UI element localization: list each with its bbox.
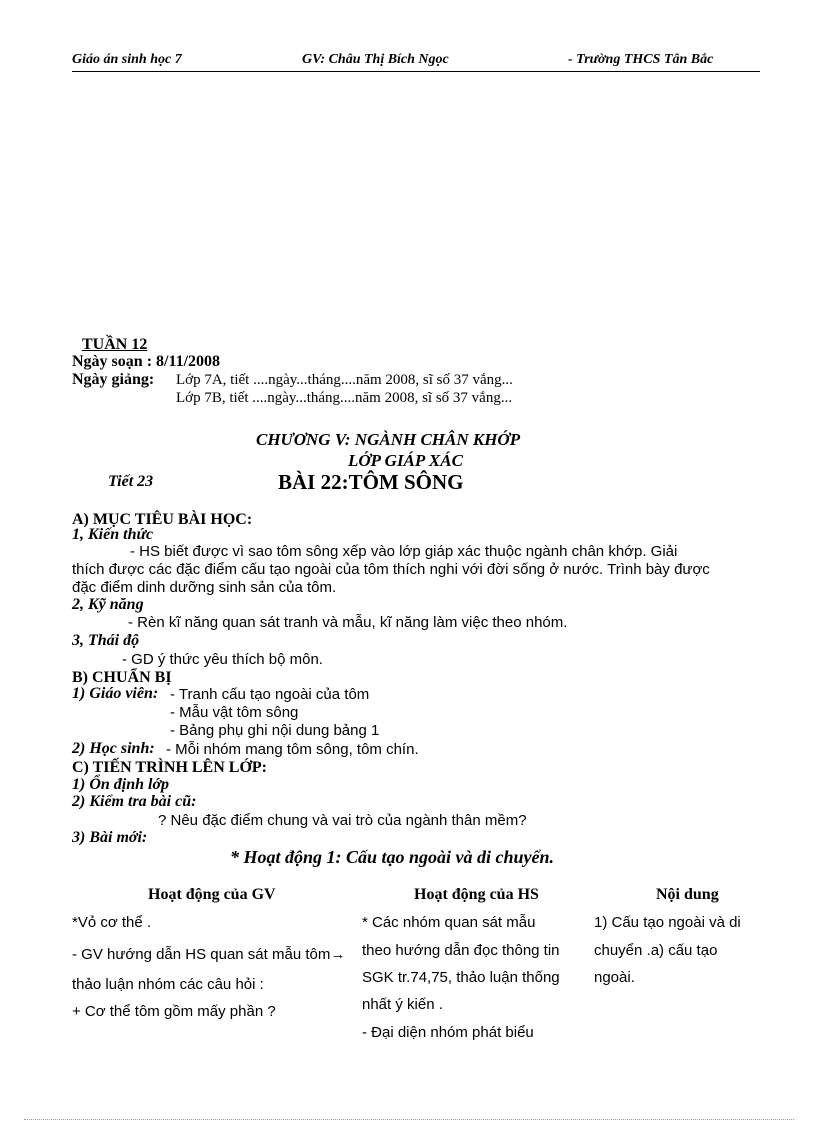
lesson-number: Tiết 23 xyxy=(108,473,154,490)
step-1: 1) Ổn định lớp xyxy=(72,776,170,793)
prep-date-label: Ngày soạn xyxy=(72,353,143,370)
page-bottom-border xyxy=(24,1119,794,1120)
student-item: - Mỗi nhóm mang tôm sông, tôm chín. xyxy=(166,741,419,758)
header-center: GV: Châu Thị Bích Ngọc xyxy=(302,52,449,67)
teach-line-7a: Lớp 7A, tiết ....ngày...tháng....năm 2008, sĩ số 37 vắng... xyxy=(176,372,513,388)
step-3: 3) Bài mới: xyxy=(72,829,148,846)
step-2: 2) Kiểm tra bài cũ: xyxy=(72,793,197,810)
lesson-title: BÀI 22:TÔM SÔNG xyxy=(278,470,464,494)
skills-title: 2, Kỹ năng xyxy=(72,596,144,613)
review-question: ? Nêu đặc điểm chung và vai trò của ngành thân mềm? xyxy=(158,812,527,829)
hs-line: nhất ý kiến . xyxy=(362,996,443,1013)
attitude-title: 3, Thái độ xyxy=(72,632,140,649)
activity-title: * Hoạt động 1: Cấu tạo ngoài và di chuyển. xyxy=(230,847,555,867)
nd-line: ngoài. xyxy=(594,969,635,986)
teach-line-7b: Lớp 7B, tiết ....ngày...tháng....năm 2008, sĩ số 37 vắng... xyxy=(176,390,513,406)
student-label: 2) Học sinh: xyxy=(72,740,155,757)
knowledge-line-3: đặc điểm dinh dưỡng sinh sản của tôm. xyxy=(72,579,337,596)
chapter-title: CHƯƠNG V: NGÀNH CHÂN KHỚP xyxy=(256,430,521,449)
prep-date-value: : 8/11/2008 xyxy=(146,353,221,370)
prep-date xyxy=(72,353,220,371)
teach-date-label: Ngày giảng: xyxy=(72,371,155,388)
teacher-item-1: - Tranh cấu tạo ngoài của tôm xyxy=(170,686,370,703)
section-b-title: B) CHUẨN BỊ xyxy=(72,669,172,686)
hs-line: - Đại diện nhóm phát biểu xyxy=(362,1024,534,1041)
teacher-label: 1) Giáo viên: xyxy=(72,685,159,702)
gv-line: + Cơ thể tôm gồm mấy phần ? xyxy=(72,1003,276,1020)
nd-line: 1) Cấu tạo ngoài và di xyxy=(594,914,741,931)
nd-line: chuyển .a) cấu tạo xyxy=(594,942,718,959)
class-title: LỚP GIÁP XÁC xyxy=(348,451,463,470)
hs-line: * Các nhóm quan sát mẫu xyxy=(362,914,536,931)
header-rule xyxy=(72,71,760,72)
header-right: - Trường THCS Tân Bắc xyxy=(568,52,714,67)
gv-line: - GV hướng dẫn HS quan sát mẫu tôm→ xyxy=(72,946,346,963)
hs-line: theo hướng dẫn đọc thông tin xyxy=(362,942,560,959)
attitude-line: - GD ý thức yêu thích bộ môn. xyxy=(122,651,323,668)
knowledge-line-1 xyxy=(72,543,772,560)
knowledge-line-2: thích được các đặc điểm cấu tạo ngoài của tôm thích nghi với đời sống ở nước. Trình bày được xyxy=(72,561,710,578)
header-left: Giáo án sinh học 7 xyxy=(72,52,182,67)
gv-line: *Vỏ cơ thể . xyxy=(72,914,152,931)
knowledge-title: 1, Kiến thức xyxy=(72,526,154,543)
teacher-item-2: - Mẫu vật tôm sông xyxy=(170,704,299,721)
col-header-hs: Hoạt động của HS xyxy=(414,886,539,903)
col-header-gv: Hoạt động của GV xyxy=(148,886,276,903)
section-c-title: C) TIẾN TRÌNH LÊN LỚP: xyxy=(72,759,267,776)
skills-line: - Rèn kĩ năng quan sát tranh và mẫu, kĩ năng làm việc theo nhóm. xyxy=(128,614,568,631)
col-header-nd: Nội dung xyxy=(656,886,719,903)
week-label: TUẦN 12 xyxy=(82,336,148,353)
section-a-title: A) MỤC TIÊU BÀI HỌC: xyxy=(72,511,253,528)
teacher-item-3: - Bảng phụ ghi nội dung bảng 1 xyxy=(170,722,380,739)
hs-line: SGK tr.74,75, thảo luận thống xyxy=(362,969,560,986)
knowledge-text-1: - HS biết được vì sao tôm sông xếp vào lớp giáp xác thuộc ngành chân khớp. Giải xyxy=(130,543,678,560)
gv-line: thảo luận nhóm các câu hỏi : xyxy=(72,976,264,993)
